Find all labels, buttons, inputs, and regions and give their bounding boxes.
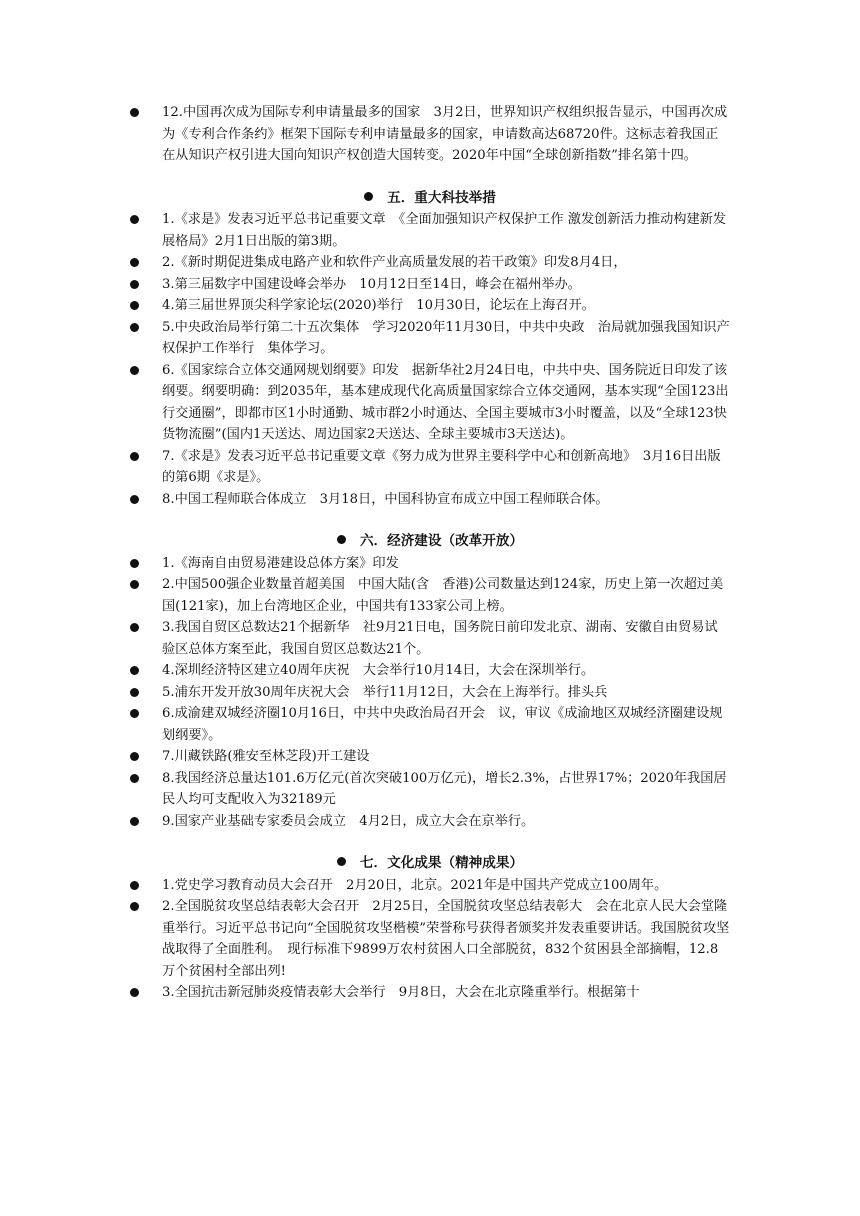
list-item	[130, 746, 730, 768]
list-item-text: 5.中央政治局举行第二十五次集体 学习2020年11月30日，中共中央政 治局就加强我国知识产权保护工作举行 集体学习。	[162, 319, 730, 356]
bullet-icon	[130, 666, 139, 675]
list-item-text: 2.《新时期促进集成电路产业和软件产业高质量发展的若干政策》印发8月4日，	[162, 255, 627, 270]
list-item	[130, 295, 730, 317]
bullet-icon	[130, 495, 139, 504]
list-item	[130, 768, 730, 811]
list-item-text: 7.《求是》发表习近平总书记重要文章《努力成为世界主要科学中心和创新高地》 3月16日出版的第6期《求是》。	[162, 448, 721, 485]
section-heading	[130, 531, 730, 553]
bullet-icon	[130, 452, 139, 461]
list-item	[130, 811, 730, 833]
bullet-icon	[364, 192, 373, 201]
list-item	[130, 682, 730, 704]
list-item	[130, 446, 730, 489]
list-item	[130, 896, 730, 982]
list-item	[130, 252, 730, 274]
list-item-text: 9.国家产业基础专家委员会成立 4月2日，成立大会在京举行。	[162, 813, 535, 829]
list-item-text: 6.成渝建双城经济圈10月16日，中共中央政治局召开会 议，审议《成渝地区双城经济圈建设规划纲要》。	[162, 706, 723, 743]
bullet-icon	[130, 623, 139, 632]
list-item	[130, 553, 730, 575]
list-item-text: 12.中国再次成为国际专利申请量最多的国家 3月2日，世界知识产权组织报告显示，中国再次成为《专利合作条约》框架下国际专利申请量最多的国家，申请数高达68720件。这标志着我国正在从知识产权引进大国向知识产权创造大国转变。2020年中国“全球创新指数”排名第十四。	[162, 105, 728, 163]
bullet-icon	[130, 280, 139, 289]
list-item-text: 5.浦东开发开放30周年庆祝大会 举行11月12日，大会在上海举行。排头兵	[162, 684, 608, 700]
bullet-icon	[130, 323, 139, 332]
bullet-icon	[130, 215, 139, 224]
list-item	[130, 102, 730, 167]
list-item-text: 4.深圳经济特区建立40周年庆祝 大会举行10月14日，大会在深圳举行。	[162, 663, 595, 678]
list-item	[130, 317, 730, 360]
list-item	[130, 360, 730, 446]
document-content	[130, 102, 730, 1004]
list-item-text: 1.《求是》发表习近平总书记重要文章 《全面加强知识产权保护工作 激发创新活力推动构建新发展格局》2月1日出版的第3期。	[162, 212, 727, 249]
list-item-text: 1.《海南自由贸易港建设总体方案》印发	[162, 555, 399, 571]
list-item-text: 2.全国脱贫攻坚总结表彰大会召开 2月25日，全国脱贫攻坚总结表彰大 会在北京人民大会堂隆重举行。习近平总书记向“全国脱贫攻坚楷模”荣誉称号获得者颁奖并发表重要讲话。我国脱贫攻坚战取得了全面胜利。 现行标准下9899万农村贫困人口全部脱贫，832个贫困县全部摘帽，12.8万个贫困村全部出列!	[162, 899, 730, 979]
list-item-text: 8.我国经济总量达101.6万亿元(首次突破100万亿元)，增长2.3%，占世界17%；2020年我国居民人均可支配收入为32189元	[162, 770, 727, 807]
list-item-text: 3.全国抗击新冠肺炎疫情表彰大会举行 9月8日，大会在北京隆重举行。根据第十	[162, 985, 640, 1000]
section-title: 五．重大科技举措	[387, 189, 496, 206]
section-title: 七．文化成果（精神成果）	[359, 855, 524, 871]
bullet-icon	[130, 366, 139, 375]
list-item	[130, 875, 730, 897]
list-item-text: 1.党史学习教育动员大会召开 2月20日，北京。2021年是中国共产党成立100周年。	[162, 877, 668, 893]
list-item	[130, 982, 730, 1004]
list-item-text: 8.中国工程师联合体成立 3月18日，中国科协宣布成立中国工程师联合体。	[162, 491, 609, 507]
section-title: 六．经济建设（改革开放）	[359, 533, 524, 549]
bullet-icon	[337, 535, 346, 544]
list-item	[130, 209, 730, 252]
section-heading	[130, 853, 730, 875]
bullet-icon	[130, 559, 139, 568]
list-item	[130, 703, 730, 746]
bullet-icon	[130, 988, 139, 997]
list-item	[130, 660, 730, 682]
bullet-icon	[130, 817, 139, 826]
list-item-text: 4.第三届世界顶尖科学家论坛(2020)举行 10月30日，论坛在上海召开。	[162, 298, 595, 313]
list-item	[130, 274, 730, 296]
list-item	[130, 574, 730, 617]
list-item-text: 3.我国自贸区总数达21个据新华 社9月21日电，国务院日前印发北京、湖南、安徽自由贸易试验区总体方案至此，我国自贸区总数达21个。	[162, 620, 718, 657]
list-item	[130, 617, 730, 660]
bullet-icon	[130, 258, 139, 267]
list-item-text: 3.第三届数字中国建设峰会举办 10月12日至14日，峰会在福州举办。	[162, 276, 581, 292]
bullet-icon	[130, 580, 139, 589]
bullet-icon	[130, 902, 139, 911]
list-item-text: 6.《国家综合立体交通网规划纲要》印发 据新华社2月24日电，中共中央、国务院近日印发了该纲要。纲要明确：到2035年，基本建成现代化高质量国家综合立体交通网，基本实现“全国123出行交通圈”，即都市区1小时通勤、城市群2小时通达、全国主要城市3小时覆盖，以及“全球123快货物流圈”(国内1天送达、周边国家2天送达、全球主要城市3天送达)。	[162, 362, 729, 442]
bullet-icon	[130, 881, 139, 890]
bullet-icon	[130, 774, 139, 783]
bullet-icon	[337, 857, 346, 866]
section-heading	[130, 188, 730, 210]
bullet-icon	[130, 301, 139, 310]
bullet-icon	[130, 752, 139, 761]
bullet-icon	[130, 108, 139, 117]
list-item-text: 2.中国500强企业数量首超美国 中国大陆(含 香港)公司数量达到124家，历史上第一次超过美国(121家)，加上台湾地区企业，中国共有133家公司上榜。	[162, 577, 724, 614]
list-item	[130, 489, 730, 511]
list-item-text: 7.川藏铁路(雅安至林芝段)开工建设	[162, 749, 370, 764]
bullet-icon	[130, 709, 139, 718]
bullet-icon	[130, 688, 139, 697]
